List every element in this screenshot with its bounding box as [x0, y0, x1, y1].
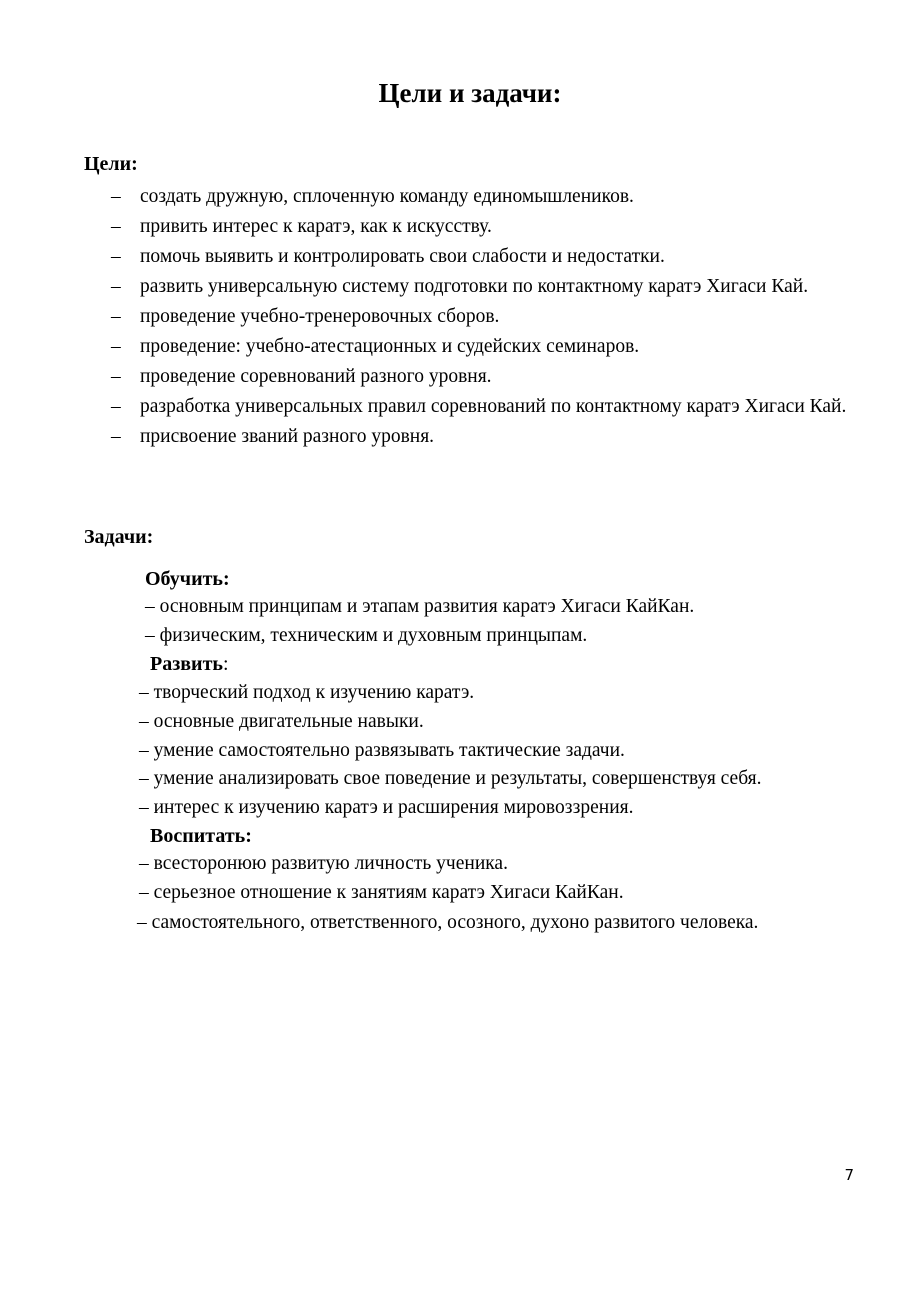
- goal-item: [0, 422, 920, 452]
- dash-marker: –: [111, 306, 121, 327]
- educate-item: – всесторонюю развитую личность ученика.: [139, 853, 508, 874]
- goal-item: [0, 362, 920, 392]
- goal-text: проведение: учебно-атестационных и судейских семинаров.: [140, 336, 640, 357]
- goal-item: [0, 182, 920, 212]
- educate-item: – самостоятельного, ответственного, осозного, духоно развитого человека.: [137, 912, 759, 933]
- develop-item: – умение самостоятельно развязывать тактические задачи.: [139, 740, 625, 761]
- develop-item: – основные двигательные навыки.: [139, 711, 424, 732]
- goals-heading: Цели:: [84, 153, 138, 175]
- goal-text: развить универсальную систему подготовки по контактному каратэ Хигаси Кай.: [140, 276, 809, 297]
- goal-text: разработка универсальных правил соревнований по контактному каратэ Хигаси Кай.: [140, 396, 847, 417]
- goal-item: [0, 212, 920, 242]
- teach-item: – основным принципам и этапам развития каратэ Хигаси КайКан.: [145, 596, 695, 617]
- goal-item: [0, 302, 920, 332]
- develop-heading: [150, 653, 229, 676]
- develop-item: – умение анализировать свое поведение и результаты, совершенствуя себя.: [139, 768, 762, 789]
- develop-heading-colon: :: [222, 653, 229, 675]
- goal-text: присвоение званий разного уровня.: [140, 426, 435, 447]
- dash-marker: –: [111, 366, 121, 387]
- goal-text: привить интерес к каратэ, как к искусству.: [140, 216, 492, 237]
- goal-item: [0, 242, 920, 272]
- dash-marker: –: [111, 336, 121, 357]
- page-number: 7: [844, 1166, 854, 1184]
- dash-marker: –: [111, 246, 121, 267]
- educate-heading: Воспитать:: [150, 825, 252, 847]
- goals-list: [0, 182, 920, 452]
- develop-item: – интерес к изучению каратэ и расширения мировоззрения.: [139, 797, 634, 818]
- goal-text: проведение соревнований разного уровня.: [140, 366, 492, 387]
- goal-item: [0, 332, 920, 362]
- tasks-heading: Задачи:: [84, 526, 154, 548]
- page-title: Цели и задачи:: [378, 78, 562, 108]
- dash-marker: –: [111, 426, 121, 447]
- dash-marker: –: [111, 216, 121, 237]
- goal-text: создать дружную, сплоченную команду единомышлеников.: [140, 186, 634, 207]
- dash-marker: –: [111, 276, 121, 297]
- develop-item: – творческий подход к изучению каратэ.: [139, 682, 475, 703]
- educate-item: – серьезное отношение к занятиям каратэ Хигаси КайКан.: [139, 882, 624, 903]
- teach-heading: Обучить:: [145, 568, 230, 590]
- teach-item: – физическим, техническим и духовным принцыпам.: [145, 625, 588, 646]
- dash-marker: –: [111, 186, 121, 207]
- develop-heading-text: Развить: [150, 653, 223, 675]
- dash-marker: –: [111, 396, 121, 417]
- goal-text: проведение учебно-тренеровочных сборов.: [140, 306, 500, 327]
- goal-text: помочь выявить и контролировать свои слабости и недостатки.: [140, 246, 665, 267]
- goal-item: [0, 272, 920, 302]
- goal-item: [0, 392, 920, 422]
